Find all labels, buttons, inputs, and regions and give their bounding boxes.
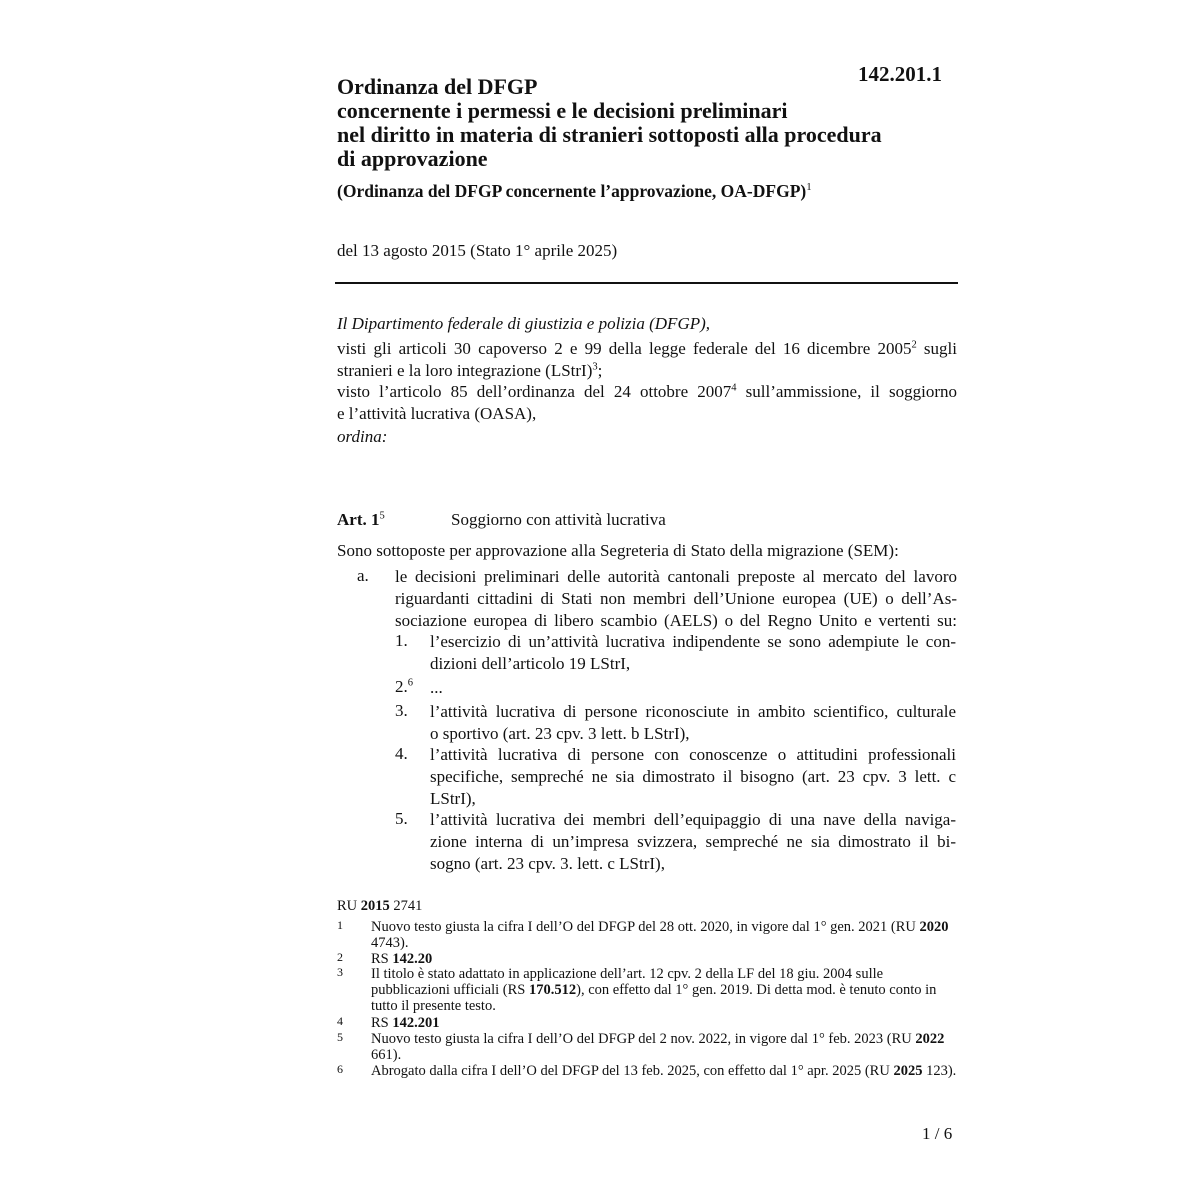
footnote-part: 2020 <box>919 919 949 935</box>
footnote-ref[interactable]: 2 <box>911 339 917 351</box>
header-rule <box>335 282 958 284</box>
footnote-part: Abrogato dalla cifra I dell’O del DFGP del 13 feb. 2025, con effetto dal 1° apr. 2025 (RU <box>371 1063 894 1079</box>
preamble-text: sugli <box>916 339 957 358</box>
footnote-number: 5 <box>337 1030 343 1044</box>
footnote-part: Il titolo è stato adattato in applicazione dell’art. 12 cpv. 2 della LF del 18 giu. 2004 sulle pubblicazioni ufficiali (RS <box>371 966 884 998</box>
footnote-part: 170.512 <box>529 982 577 998</box>
item-label <box>395 809 408 829</box>
footnote-text <box>371 1015 957 1031</box>
footnote-part: Nuovo testo giusta la cifra I dell’O del DFGP del 2 nov. 2022, in vigore dal 1° feb. 2023 (RU <box>371 1031 916 1047</box>
footnote-part: Nuovo testo giusta la cifra I dell’O del DFGP del 28 ott. 2020, in vigore dal 1° gen. 2021 (RU <box>371 919 920 935</box>
footnote-part: 123). <box>922 1063 957 1079</box>
item-line: specifiche, sempreché ne sia dimostrato il bisogno (art. 23 cpv. 3 lett. c <box>430 767 956 786</box>
item-text <box>430 631 956 675</box>
item-label <box>395 631 408 651</box>
preamble-authority: Il Dipartimento federale di giustizia e polizia (DFGP), <box>337 314 711 333</box>
footnote-number: 3 <box>337 965 343 979</box>
footnote-number: 2 <box>337 950 343 964</box>
item-line: l’attività lucrativa dei membri dell’equipaggio di una nave della naviga- <box>430 810 956 829</box>
preamble-line <box>337 360 602 382</box>
item-line: sogno (art. 23 cpv. 3. lett. c LStrI), <box>430 854 665 873</box>
footnote-number: 1 <box>337 918 343 932</box>
footnote-text <box>371 1063 957 1079</box>
item-number: 2. <box>395 677 408 696</box>
preamble-text: stranieri e la loro integrazione (LStrI) <box>337 361 593 380</box>
ru-page: 2741 <box>389 898 423 914</box>
footnote-number: 6 <box>337 1062 343 1076</box>
title-line: nel diritto in materia di stranieri sottoposti alla procedura <box>337 122 882 147</box>
article-number <box>337 510 385 530</box>
footnote-text <box>371 951 957 967</box>
article-title: Soggiorno con attività lucrativa <box>451 510 666 529</box>
footnote-part: 142.20 <box>392 951 433 967</box>
ru-prefix: RU <box>337 898 361 914</box>
title-line: Ordinanza del DFGP <box>337 74 538 99</box>
item-number: 4. <box>395 744 408 763</box>
article-number-text: Art. 1 <box>337 510 380 529</box>
item-number: 3. <box>395 701 408 720</box>
item-text <box>430 744 956 810</box>
title-line: di approvazione <box>337 146 488 171</box>
item-label <box>395 701 408 721</box>
date-status-line: del 13 agosto 2015 (Stato 1° aprile 2025) <box>337 241 618 260</box>
preamble-text: visto l’articolo 85 dell’ordinanza del 24 ottobre 2007 <box>337 382 732 401</box>
item-line: o sportivo (art. 23 cpv. 3 lett. b LStrI), <box>430 724 690 743</box>
title-line: concernente i permessi e le decisioni preliminari <box>337 98 788 123</box>
footnote-part: 142.201 <box>392 1015 440 1031</box>
letter-line: riguardanti cittadini di Stati non membri dell’Unione europea (UE) o dell’As- <box>395 589 957 608</box>
item-line: l’attività lucrativa di persone con conoscenze o attitudini professionali <box>430 745 956 764</box>
footnote-part: ), con effetto dal 1° gen. 2019. Di detta mod. è tenuto conto in tutto il presente testo. <box>371 982 937 1014</box>
preamble-text: ; <box>597 361 603 380</box>
footnote-ref[interactable]: 4 <box>731 382 737 394</box>
page-number: 1 / 6 <box>922 1124 953 1143</box>
footnote-part: 2022 <box>915 1031 945 1047</box>
footnote-part: 4743). <box>371 935 409 951</box>
preamble-line: e l’attività lucrativa (OASA), <box>337 404 537 423</box>
short-title <box>337 181 957 202</box>
letter-text <box>395 566 957 632</box>
preamble-line <box>337 381 957 403</box>
item-text <box>430 701 956 745</box>
letter-line: le decisioni preliminari delle autorità cantonali preposte al mercato del lavoro <box>395 567 957 586</box>
ru-year: 2015 <box>360 898 390 914</box>
preamble-ordina: ordina: <box>337 427 388 446</box>
footnote-ref[interactable]: 5 <box>379 510 385 522</box>
footnote-ref[interactable]: 1 <box>806 181 812 194</box>
preamble-paragraph <box>337 338 957 360</box>
item-line: LStrI), <box>430 789 476 808</box>
item-text <box>430 809 956 875</box>
item-line: ... <box>430 678 443 697</box>
item-line: zione interna di un’impresa svizzera, sempreché ne sia dimostrato il bi- <box>430 832 956 851</box>
footnote-text <box>371 1031 957 1063</box>
footnote-text <box>371 966 957 1014</box>
item-label <box>395 744 408 764</box>
footnote-ref[interactable]: 6 <box>407 677 414 689</box>
footnote-ref[interactable]: 3 <box>592 361 598 373</box>
footnote-part: RS <box>371 1015 393 1031</box>
footnote-part: 2025 <box>893 1063 923 1079</box>
ru-reference <box>337 898 422 915</box>
article-intro: Sono sottoposte per approvazione alla Segreteria di Stato della migrazione (SEM): <box>337 541 899 560</box>
footnote-text <box>371 919 957 951</box>
document-title <box>337 75 957 171</box>
short-title-text: (Ordinanza del DFGP concernente l’approvazione, OA-DFGP) <box>337 181 807 201</box>
sr-number: 142.201.1 <box>858 62 942 86</box>
preamble-text: sull’ammissione, il soggiorno <box>736 382 957 401</box>
footnote-number: 4 <box>337 1014 343 1028</box>
letter-line: sociazione europea di libero scambio (AELS) o del Regno Unito e vertenti su: <box>395 611 957 630</box>
preamble-line <box>337 338 957 360</box>
item-text <box>430 677 956 699</box>
item-label <box>395 677 413 697</box>
footnote-part: RS <box>371 951 393 967</box>
footnote-part: 661). <box>371 1047 402 1063</box>
item-number: 5. <box>395 809 408 828</box>
item-line: l’attività lucrativa di persone riconosciute in ambito scientifico, culturale <box>430 702 956 721</box>
item-number: 1. <box>395 631 408 650</box>
preamble-paragraph <box>337 381 957 425</box>
preamble-text: visti gli articoli 30 capoverso 2 e 99 della legge federale del 16 dicembre 2005 <box>337 339 912 358</box>
item-line: l’esercizio di un’attività lucrativa indipendente se sono adempiute le con- <box>430 632 956 651</box>
letter-label: a. <box>357 566 369 585</box>
item-line: dizioni dell’articolo 19 LStrI, <box>430 654 631 673</box>
